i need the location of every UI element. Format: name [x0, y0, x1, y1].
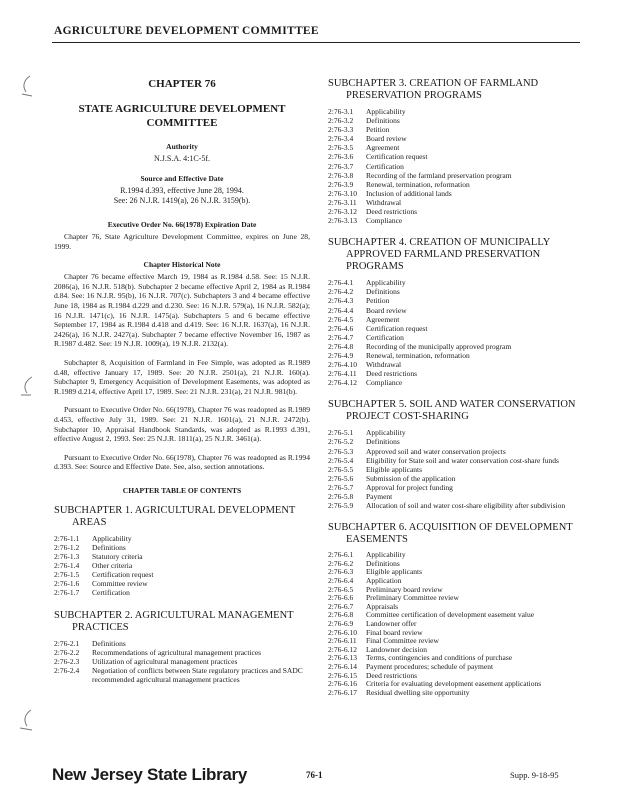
- section-number: 2:76-4.10: [328, 360, 357, 370]
- section-number: 2:76-3.9: [328, 179, 354, 189]
- section-title: Payment: [366, 492, 393, 501]
- toc-item: [328, 447, 586, 456]
- toc-item: [54, 588, 310, 597]
- section-title: Certification: [92, 588, 130, 598]
- toc-item: [328, 437, 586, 446]
- agency-title: STATE AGRICULTURE DEVELOPMENT COMMITTEE: [78, 103, 286, 129]
- toc-item: [328, 428, 586, 437]
- section-title: Applicability: [366, 278, 406, 288]
- supplement-date: Supp. 9-18-95: [510, 770, 559, 780]
- section-number: 2:76-3.7: [328, 161, 354, 171]
- section-title: Board review: [366, 134, 407, 144]
- section-number: 2:76-6.17: [328, 687, 357, 697]
- section-number: 2:76-5.8: [328, 492, 354, 501]
- toc-item: [328, 116, 586, 125]
- section-number: 2:76-4.8: [328, 341, 354, 351]
- running-head: AGRICULTURE DEVELOPMENT COMMITTEE: [54, 25, 319, 37]
- section-title: Eligibility for State soil and water conservation cost-share funds: [366, 455, 559, 465]
- section-number: 2:76-4.6: [328, 323, 354, 333]
- section-title: Definitions: [92, 542, 126, 552]
- section-title: Eligible applicants: [366, 464, 423, 474]
- section-number: 2:76-3.12: [328, 207, 357, 217]
- section-number: 2:76-3.11: [328, 197, 357, 207]
- section-title: Landowner decision: [366, 644, 428, 654]
- section-number: 2:76-6.7: [328, 601, 354, 611]
- section-number: 2:76-1.6: [54, 579, 80, 589]
- source-line: R.1994 d.393, effective June 28, 1994.: [120, 186, 244, 195]
- toc-item: [54, 543, 310, 552]
- section-number: 2:76-6.8: [328, 610, 354, 620]
- toc-item: [54, 570, 310, 579]
- footer-library-name: New Jersey State Library: [52, 765, 248, 784]
- section-title: Approved soil and water conservation projects: [366, 446, 506, 456]
- historical-note-paragraph: Pursuant to Executive Order No. 66(1978), Chapter 76 was readopted as R.1994 d.393. See: Source and Effective Date. See, also, section annotations.: [54, 452, 310, 472]
- section-number: 2:76-6.4: [328, 575, 354, 585]
- section-number: 2:76-3.8: [328, 170, 354, 180]
- section-title: Certification request: [92, 570, 154, 580]
- section-title: Definitions: [92, 638, 126, 648]
- section-number: 2:76-6.2: [328, 558, 354, 568]
- toc-item: [54, 648, 310, 657]
- source-text: [54, 186, 310, 206]
- section-title: Recording of the farmland preservation program: [366, 170, 512, 180]
- toc-item: [54, 657, 310, 666]
- toc-item: [328, 465, 586, 474]
- toc-item: [328, 189, 586, 198]
- subchapter-heading: SUBCHAPTER 5. SOIL AND WATER CONSERVATION PROJECT COST-SHARING: [328, 399, 576, 423]
- section-title: Certification request: [366, 323, 428, 333]
- section-number: 2:76-4.7: [328, 332, 354, 342]
- punch-hole-mark-top: [18, 74, 38, 98]
- header-rule: [52, 42, 580, 43]
- section-number: 2:76-6.10: [328, 627, 357, 637]
- toc-item: [328, 296, 586, 305]
- historical-note-paragraph: Pursuant to Executive Order No. 66(1978), Chapter 76 was readopted as R.1989 d.453, effective July 31, 1989. See: 21 N.J.R. 1601(a), 21 N.J.R. 2472(b). Subchapter 10, Appraisal Handbook Standards, was adopted as R.1993 d.391, effective August 2, 1993. See: 25 N.J.R. 1811(a), 25 N.J.R. 3461(a).: [54, 405, 310, 444]
- section-number: 2:76-3.13: [328, 216, 357, 226]
- section-title: Petition: [366, 296, 390, 306]
- source-line: See: 26 N.J.R. 1419(a), 26 N.J.R. 3159(b).: [113, 196, 251, 205]
- punch-hole-mark-middle: [18, 374, 38, 398]
- section-title: Recommendations of agricultural management practices: [92, 647, 262, 657]
- section-title: Allocation of soil and water cost-share eligibility after subdivision: [366, 501, 566, 511]
- section-number: 2:76-6.3: [328, 567, 354, 577]
- section-number: 2:76-5.7: [328, 482, 354, 492]
- toc-list: [54, 534, 310, 598]
- section-title: Certification: [366, 161, 404, 171]
- section-number: 2:76-3.3: [328, 125, 354, 135]
- section-title: Recording of the municipally approved program: [366, 341, 512, 351]
- chapter-title: CHAPTER 76: [148, 78, 216, 90]
- executive-order-heading: Executive Order No. 66(1978) Expiration Date: [107, 220, 257, 229]
- section-number: 2:76-6.12: [328, 644, 357, 654]
- section-number: 2:76-5.4: [328, 455, 354, 465]
- section-number: 2:76-6.6: [328, 593, 354, 603]
- toc-item: [328, 216, 586, 225]
- section-title: Eligible applicants: [366, 567, 423, 577]
- section-number: 2:76-3.2: [328, 116, 354, 126]
- toc-item: [328, 501, 586, 510]
- toc-item: [54, 561, 310, 570]
- section-number: 2:76-1.5: [54, 570, 80, 580]
- toc-item: [328, 474, 586, 483]
- toc-item: [54, 639, 310, 648]
- historical-note-heading: Chapter Historical Note: [143, 260, 221, 270]
- toc-list: [54, 639, 310, 684]
- section-number: 2:76-6.9: [328, 618, 354, 628]
- section-title: Application: [366, 575, 402, 585]
- toc-item: [328, 378, 586, 387]
- authority-text: N.J.S.A. 4:1C-5f.: [153, 154, 210, 163]
- section-number: 2:76-6.1: [328, 550, 354, 560]
- section-title: Applicability: [366, 428, 406, 438]
- toc-item: [328, 689, 586, 698]
- page-number: 76-1: [306, 770, 323, 780]
- section-title: Certification: [366, 332, 404, 342]
- section-title: Certification request: [366, 152, 428, 162]
- section-number: 2:76-4.9: [328, 350, 354, 360]
- subchapter-heading: SUBCHAPTER 4. CREATION OF MUNICIPALLY APPROVED FARMLAND PRESERVATION PROGRAMS: [328, 237, 550, 273]
- section-number: 2:76-1.4: [54, 561, 80, 571]
- section-title: Board review: [366, 305, 407, 315]
- section-number: 2:76-3.5: [328, 143, 354, 153]
- section-number: 2:76-3.10: [328, 188, 357, 198]
- subchapter-heading: SUBCHAPTER 1. AGRICULTURAL DEVELOPMENT AREAS: [54, 504, 296, 528]
- toc-item: [54, 552, 310, 561]
- toc-item: [328, 107, 586, 116]
- section-number: 2:76-4.5: [328, 314, 354, 324]
- section-title: Preliminary board review: [366, 584, 443, 594]
- section-title: Petition: [366, 125, 390, 135]
- section-number: 2:76-4.12: [328, 378, 357, 388]
- section-title: Compliance: [366, 378, 403, 388]
- section-title: Submission of the application: [366, 473, 456, 483]
- section-title: Final Committee review: [366, 636, 439, 646]
- section-title: Statutory criteria: [92, 552, 143, 562]
- section-title: Utilization of agricultural management practices: [92, 656, 238, 666]
- historical-note-paragraph: Subchapter 8, Acquisition of Farmland in Fee Simple, was adopted as R.1989 d.48, effective January 17, 1989. See: 20 N.J.R. 2501(a), 21 N.J.R. 160(a). Subchapter 9, Emergency Acquisition of Development Easements, was adopted as R.1989 d.214, effective April 17, 1989. See: 21 N.J.R. 231(a), 21 N.J.R. 981(b).: [54, 357, 310, 396]
- section-title: Negotiation of conflicts between State regulatory practices and SADC recommended agricultural management practices: [92, 665, 303, 684]
- section-number: 2:76-1.3: [54, 552, 80, 562]
- toc-list: [328, 551, 586, 697]
- toc-item: [328, 152, 586, 161]
- section-number: 2:76-2.1: [54, 638, 80, 648]
- section-title: Deed restrictions: [366, 670, 418, 680]
- section-title: Committee review: [92, 579, 148, 589]
- section-number: 2:76-6.14: [328, 661, 357, 671]
- section-title: Other criteria: [92, 561, 133, 571]
- section-title: Definitions: [366, 116, 400, 126]
- section-title: Preliminary Committee review: [366, 593, 459, 603]
- section-title: Final board review: [366, 627, 423, 637]
- section-number: 2:76-6.16: [328, 679, 357, 689]
- subchapter-heading: SUBCHAPTER 6. ACQUISITION OF DEVELOPMENT EASEMENTS: [328, 522, 573, 546]
- section-title: Definitions: [366, 437, 400, 447]
- section-number: 2:76-3.6: [328, 152, 354, 162]
- toc-item: [328, 492, 586, 501]
- section-number: 2:76-5.5: [328, 464, 354, 474]
- toc-item: [328, 315, 586, 324]
- section-title: Deed restrictions: [366, 207, 418, 217]
- toc-item: [328, 324, 586, 333]
- toc-item: [328, 360, 586, 369]
- section-number: 2:76-3.4: [328, 134, 354, 144]
- section-title: Applicability: [92, 533, 132, 543]
- section-title: Definitions: [366, 558, 400, 568]
- toc-item: [328, 125, 586, 134]
- section-title: Applicability: [366, 107, 406, 116]
- section-number: 2:76-4.1: [328, 278, 354, 288]
- toc-item: [328, 456, 586, 465]
- section-title: Committee certification of development easement value: [366, 610, 535, 620]
- section-title: Landowner offer: [366, 618, 417, 628]
- toc-item: [328, 333, 586, 342]
- section-number: 2:76-4.4: [328, 305, 354, 315]
- section-number: 2:76-5.2: [328, 437, 354, 447]
- section-number: 2:76-1.7: [54, 588, 80, 598]
- section-title: Renewal, termination, reformation: [366, 179, 470, 189]
- toc-list: [328, 428, 586, 510]
- toc-item: [328, 134, 586, 143]
- toc-item: [328, 369, 586, 378]
- punch-hole-mark-bottom: [18, 708, 38, 732]
- section-number: 2:76-5.3: [328, 446, 354, 456]
- toc-item: [328, 483, 586, 492]
- toc-item: [54, 534, 310, 543]
- authority-heading: Authority: [166, 142, 198, 151]
- toc-item: [328, 171, 586, 180]
- section-number: 2:76-4.11: [328, 369, 357, 379]
- section-number: 2:76-6.13: [328, 653, 357, 663]
- table-of-contents-heading: CHAPTER TABLE OF CONTENTS: [122, 485, 242, 495]
- section-title: Withdrawal: [366, 197, 402, 207]
- toc-item: [328, 278, 586, 287]
- subchapter-heading: SUBCHAPTER 3. CREATION OF FARMLAND PRESERVATION PROGRAMS: [328, 78, 539, 101]
- left-column: [54, 78, 310, 696]
- toc-list: [328, 278, 586, 387]
- source-heading: Source and Effective Date: [140, 174, 224, 183]
- toc-item: [328, 162, 586, 171]
- section-number: 2:76-2.2: [54, 647, 80, 657]
- section-title: Payment procedures; schedule of payment: [366, 661, 494, 671]
- section-title: Criteria for evaluating development easement applications: [366, 679, 542, 689]
- historical-note-paragraph: Chapter 76 became effective March 19, 1984 as R.1984 d.58. See: 15 N.J.R. 2086(a), 16 N.J.R. 518(b). Subchapter 2 became effective April 2, 1984 as R.1984 d.84. See: 16 N.J.R. 95(b), 16 N.J.R. 707(c). Subchapters 3 and 4 became effective June 18, 1984 as R.1984 d.229 and d.230. See: 16 N.J.R. 579(a), 16 N.J.R. 582(a); 16 N.J.R. 1471(c), 16 N.J.R. 1475(a). Subchapters 5 and 6 became effective September 17, 1984 as R.1984 d.418 and d.419. See: 16 N.J.R. 1637(a), 16 N.J.R. 2426(a), 16 N.J.R. 2427(a). Subchapter 7 became effective November 16, 1987 as R.1987 d.482. See: 19 N.J.R. 1009(a), 19 N.J.R. 2132(a).: [54, 272, 310, 349]
- toc-item: [328, 306, 586, 315]
- section-number: 2:76-6.11: [328, 636, 357, 646]
- executive-order-text: Chapter 76, State Agriculture Development Committee, expires on June 28, 1999.: [54, 232, 310, 251]
- section-title: Applicability: [366, 550, 406, 560]
- right-column: [328, 78, 586, 709]
- section-title: Agreement: [366, 143, 400, 153]
- toc-item: [54, 579, 310, 588]
- section-number: 2:76-5.6: [328, 473, 354, 483]
- section-number: 2:76-3.1: [328, 107, 354, 116]
- section-number: 2:76-6.5: [328, 584, 354, 594]
- section-number: 2:76-2.4: [54, 665, 80, 675]
- section-number: 2:76-5.9: [328, 501, 354, 511]
- toc-item: [328, 207, 586, 216]
- section-title: Compliance: [366, 216, 403, 226]
- toc-item: [54, 666, 310, 684]
- section-title: Agreement: [366, 314, 400, 324]
- toc-item: [328, 342, 586, 351]
- section-title: Definitions: [366, 287, 400, 297]
- section-title: Appraisals: [366, 601, 399, 611]
- section-title: Withdrawal: [366, 360, 402, 370]
- subchapter-heading: SUBCHAPTER 2. AGRICULTURAL MANAGEMENT PRACTICES: [54, 609, 294, 633]
- section-number: 2:76-1.2: [54, 542, 80, 552]
- section-number: 2:76-6.15: [328, 670, 357, 680]
- section-number: 2:76-5.1: [328, 428, 354, 438]
- toc-item: [328, 198, 586, 207]
- section-number: 2:76-2.3: [54, 656, 80, 666]
- section-title: Renewal, termination, reformation: [366, 350, 470, 360]
- section-title: Deed restrictions: [366, 369, 418, 379]
- toc-item: [328, 143, 586, 152]
- section-title: Approval for project funding: [366, 482, 453, 492]
- toc-item: [328, 180, 586, 189]
- section-number: 2:76-4.3: [328, 296, 354, 306]
- section-title: Inclusion of additional lands: [366, 188, 452, 198]
- section-title: Residual dwelling site opportunity: [366, 687, 470, 697]
- section-number: 2:76-4.2: [328, 287, 354, 297]
- toc-item: [328, 351, 586, 360]
- toc-item: [328, 287, 586, 296]
- section-number: 2:76-1.1: [54, 533, 80, 543]
- section-title: Terms, contingencies and conditions of purchase: [366, 653, 513, 663]
- toc-list: [328, 107, 586, 225]
